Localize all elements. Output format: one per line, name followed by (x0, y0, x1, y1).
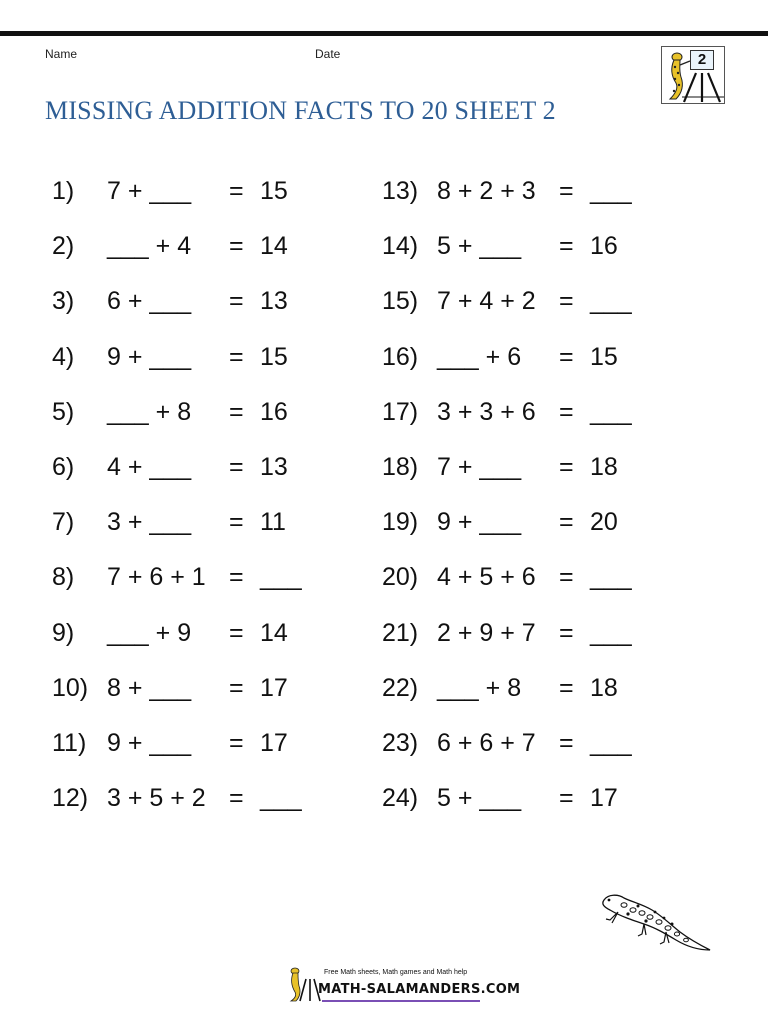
problem-answer: 16 (590, 232, 618, 261)
footer-tagline: Free Math sheets, Math games and Math help (324, 969, 468, 976)
equals-sign: = (559, 618, 574, 647)
problem-number: 9) (52, 618, 75, 647)
problem-number: 6) (52, 452, 75, 481)
problem-answer: 18 (590, 673, 618, 702)
problem-answer: ___ (590, 177, 632, 205)
equals-sign: = (229, 784, 244, 813)
problem-answer: ___ (590, 618, 632, 647)
equals-sign: = (559, 452, 574, 481)
problem-expression: ___ + 8 (437, 673, 522, 702)
problem-answer: 18 (590, 452, 618, 481)
equals-sign: = (229, 618, 244, 647)
problem-answer: 15 (590, 342, 618, 371)
worksheet-title: MISSING ADDITION FACTS TO 20 SHEET 2 (45, 96, 556, 125)
problem-expression: ___ + 8 (107, 397, 192, 426)
problem-number: 5) (52, 397, 75, 426)
problem-number: 1) (52, 177, 75, 205)
problem-expression: 4 + 5 + 6 (437, 563, 536, 592)
problem-expression: ___ + 6 (437, 342, 522, 371)
problem-number: 3) (52, 287, 75, 316)
equals-sign: = (229, 342, 244, 371)
problem-expression: 3 + 5 + 2 (107, 784, 206, 813)
equals-sign: = (559, 232, 574, 261)
equals-sign: = (229, 452, 244, 481)
equals-sign: = (559, 177, 574, 205)
problem-answer: 15 (260, 342, 288, 371)
footer-underline (322, 1000, 480, 1002)
problem-expression: 5 + ___ (437, 784, 522, 813)
problem-expression: 2 + 9 + 7 (437, 618, 536, 647)
problem-number: 7) (52, 508, 75, 537)
problem-number: 20) (382, 563, 419, 592)
problem-answer: 16 (260, 397, 288, 426)
problem-expression: 7 + 6 + 1 (107, 563, 206, 592)
equals-sign: = (559, 673, 574, 702)
problem-answer: 17 (260, 673, 288, 702)
problem-expression: 7 + ___ (107, 177, 192, 205)
equals-sign: = (559, 728, 574, 757)
problem-answer: 13 (260, 287, 288, 316)
equals-sign: = (229, 232, 244, 261)
problem-number: 21) (382, 618, 419, 647)
problem-number: 18) (382, 452, 419, 481)
problem-number: 15) (382, 287, 419, 316)
equals-sign: = (559, 508, 574, 537)
problem-answer: ___ (590, 563, 632, 592)
problem-answer: 13 (260, 452, 288, 481)
problem-expression: 9 + ___ (437, 508, 522, 537)
problem-number: 19) (382, 508, 419, 537)
equals-sign: = (559, 287, 574, 316)
equals-sign: = (229, 287, 244, 316)
problem-number: 8) (52, 563, 75, 592)
equals-sign: = (559, 342, 574, 371)
problem-answer: 17 (590, 784, 618, 813)
problem-answer: 14 (260, 232, 288, 261)
problem-number: 10) (52, 673, 89, 702)
problem-expression: 9 + ___ (107, 342, 192, 371)
equals-sign: = (559, 397, 574, 426)
problem-expression: 3 + ___ (107, 508, 192, 537)
problem-answer: 15 (260, 177, 288, 205)
problem-number: 4) (52, 342, 75, 371)
problem-number: 17) (382, 397, 419, 426)
equals-sign: = (229, 508, 244, 537)
problem-expression: 7 + ___ (437, 452, 522, 481)
date-label: Date (315, 47, 341, 61)
problem-number: 23) (382, 728, 419, 757)
problem-number: 14) (382, 232, 419, 261)
equals-sign: = (229, 673, 244, 702)
problem-expression: 6 + ___ (107, 287, 192, 316)
problem-number: 13) (382, 177, 419, 205)
equals-sign: = (229, 397, 244, 426)
problem-expression: 5 + ___ (437, 232, 522, 261)
problem-answer: ___ (260, 563, 302, 592)
footer-brand: MATH-SALAMANDERS.COM (318, 982, 521, 997)
problem-answer: 11 (260, 508, 286, 537)
problem-expression: 7 + 4 + 2 (437, 287, 536, 316)
problem-answer: 20 (590, 508, 618, 537)
problem-expression: 8 + 2 + 3 (437, 177, 536, 205)
equals-sign: = (559, 784, 574, 813)
problem-number: 24) (382, 784, 419, 813)
problem-answer: ___ (590, 397, 632, 426)
sheet-number-badge: 2 (690, 50, 714, 70)
problem-answer: ___ (590, 287, 632, 316)
problem-number: 16) (382, 342, 419, 371)
problem-expression: 6 + 6 + 7 (437, 728, 536, 757)
problem-expression: 4 + ___ (107, 452, 192, 481)
problem-expression: 3 + 3 + 6 (437, 397, 536, 426)
problem-expression: 9 + ___ (107, 728, 192, 757)
spotted-salamander-icon (598, 890, 712, 960)
problem-expression: 8 + ___ (107, 673, 192, 702)
problem-answer: ___ (260, 784, 302, 813)
problem-number: 11) (52, 728, 87, 757)
equals-sign: = (229, 563, 244, 592)
problem-answer: 17 (260, 728, 288, 757)
problem-answer: ___ (590, 728, 632, 757)
problem-number: 12) (52, 784, 89, 813)
problem-expression: ___ + 9 (107, 618, 192, 647)
equals-sign: = (229, 177, 244, 205)
top-rule (0, 31, 768, 36)
equals-sign: = (229, 728, 244, 757)
problem-answer: 14 (260, 618, 288, 647)
problem-number: 2) (52, 232, 75, 261)
name-label: Name (45, 47, 78, 61)
problem-number: 22) (382, 673, 419, 702)
equals-sign: = (559, 563, 574, 592)
problem-expression: ___ + 4 (107, 232, 192, 261)
